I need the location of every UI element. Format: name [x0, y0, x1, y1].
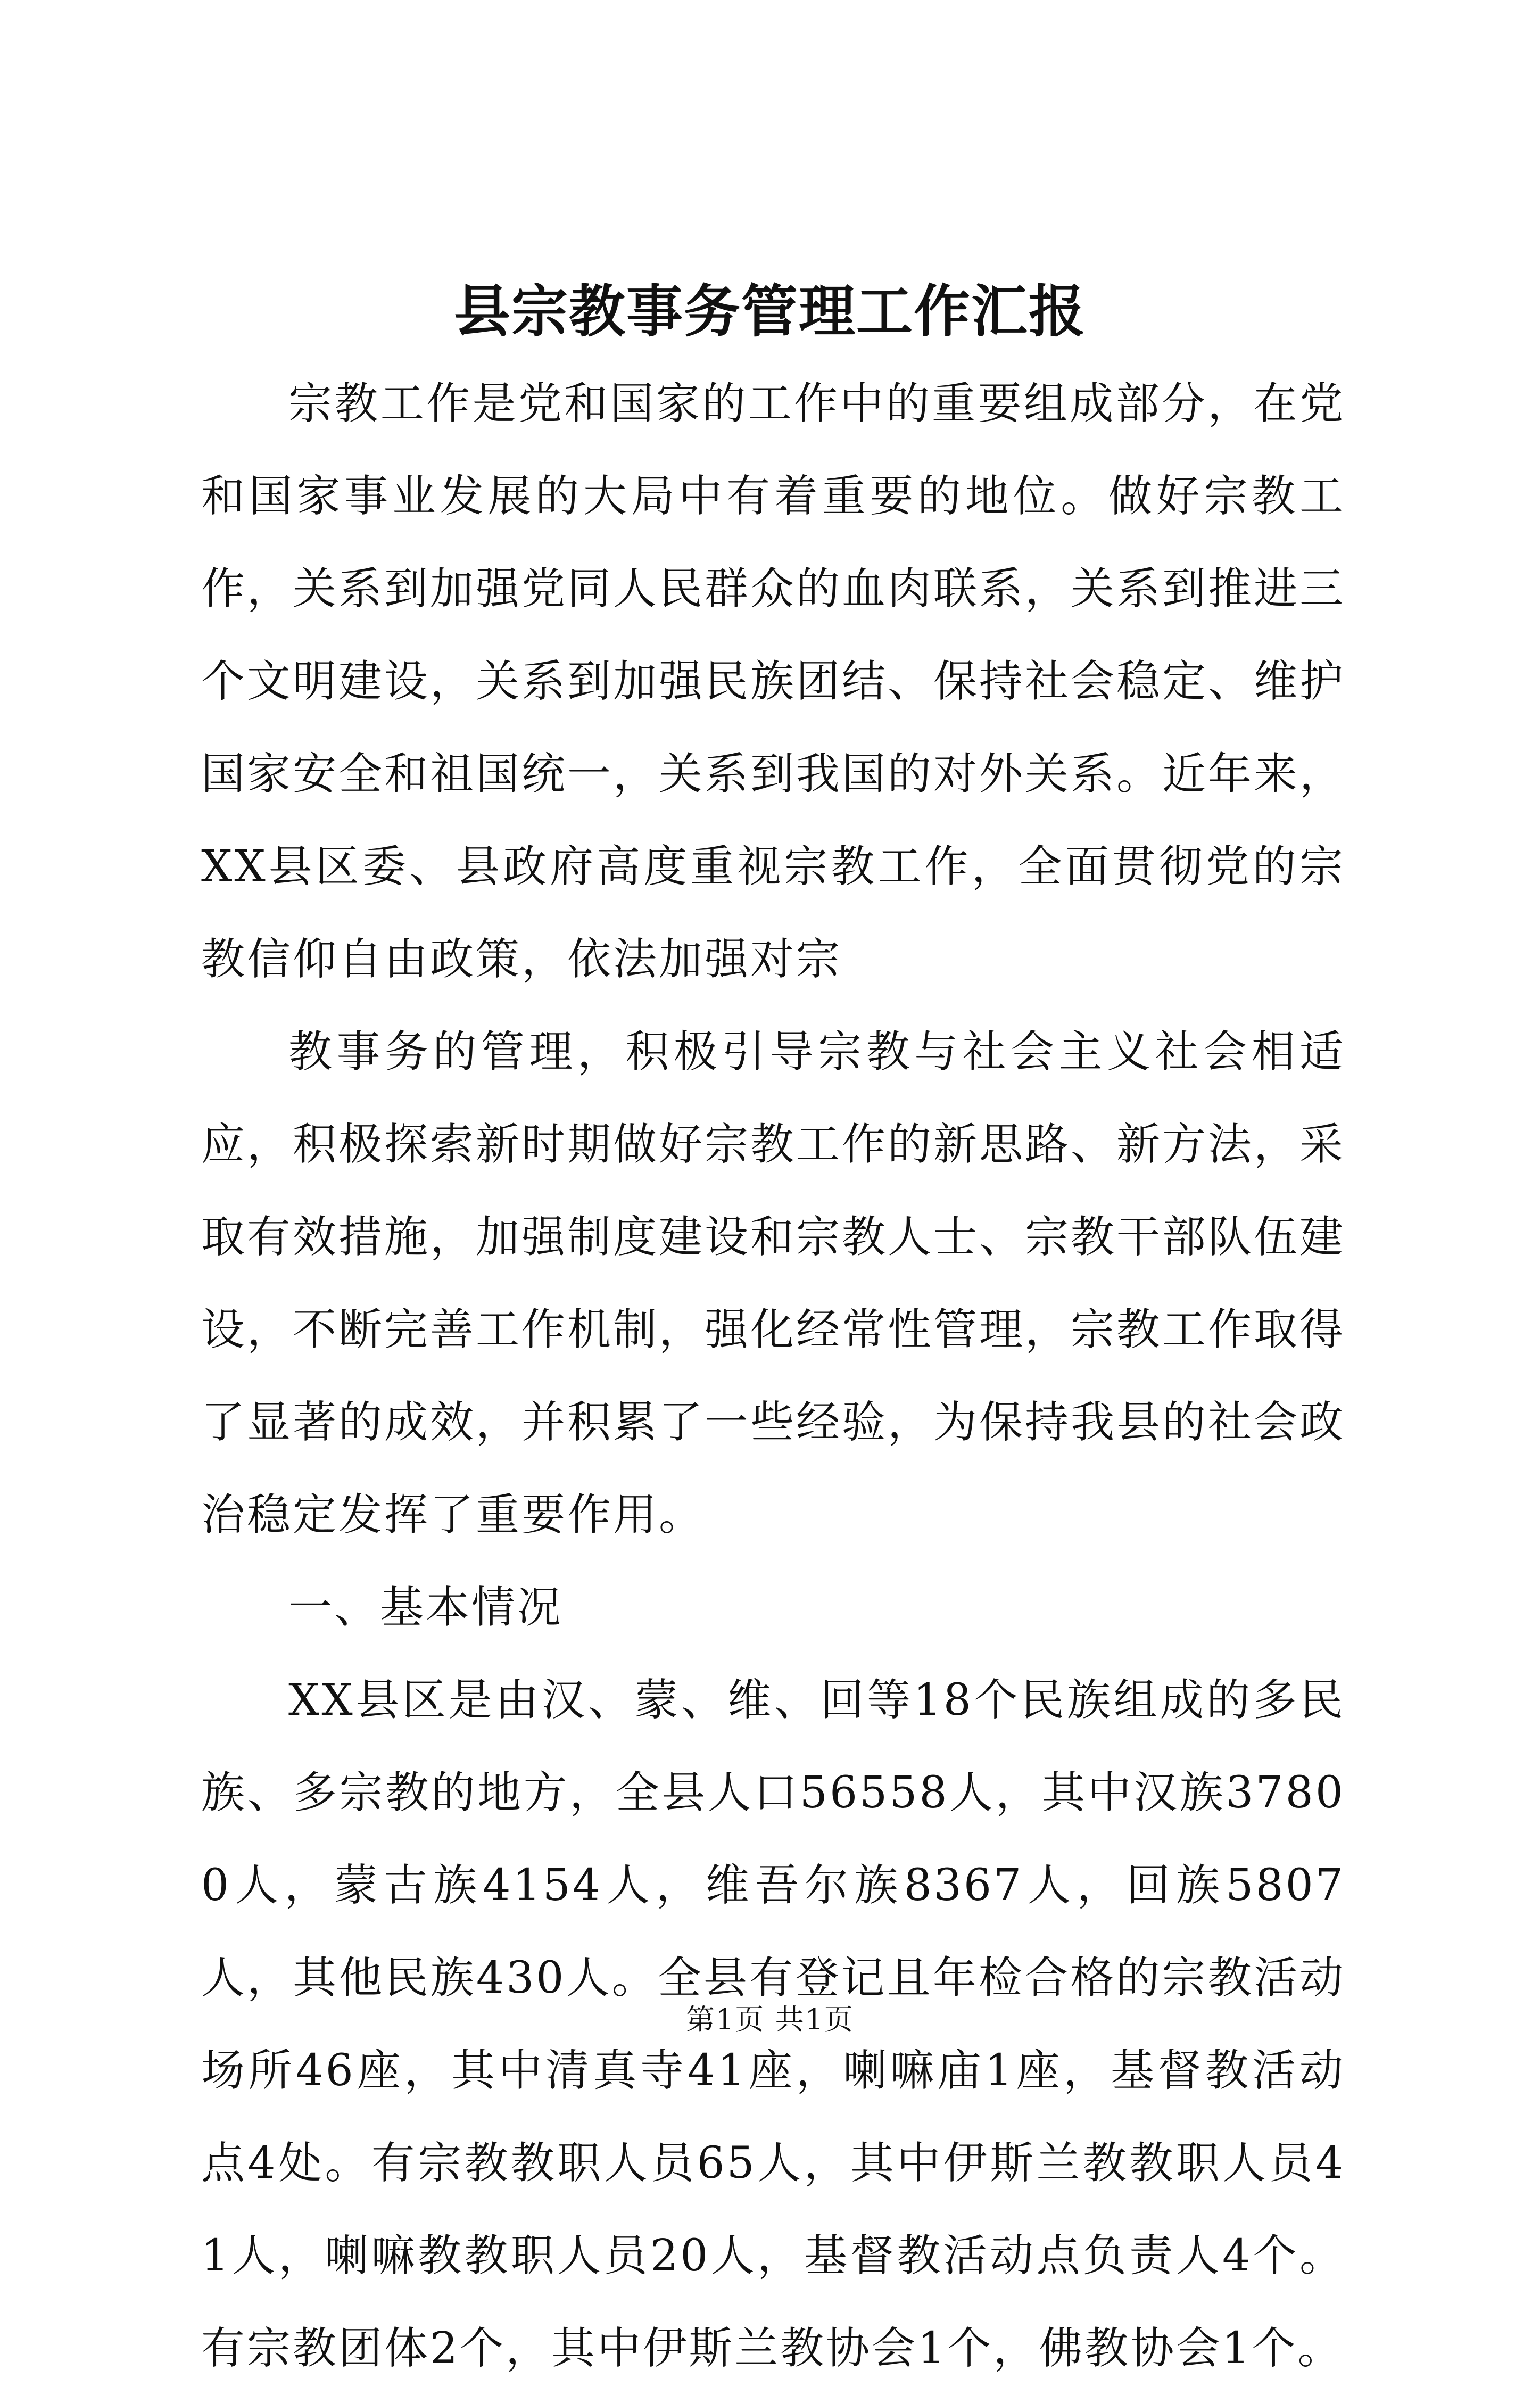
- paragraph-intro: 宗教工作是党和国家的工作中的重要组成部分，在党和国家事业发展的大局中有着重要的地位。做好宗教工作，关系到加强党同人民群众的血肉联系，关系到推进三个文明建设，关系到加强民族团结、保持社会稳定、维护国家安全和祖国统一，关系到我国的对外关系。近年来，XX县区委、县政府高度重视宗教工作，全面贯彻党的宗教信仰自由政策，依法加强对宗: [201, 378, 1346, 985]
- document-body: [201, 358, 1345, 2395]
- paragraph-continuation: 教事务的管理，积极引导宗教与社会主义社会相适应，积极探索新时期做好宗教工作的新思路、新方法，采取有效措施，加强制度建设和宗教人士、宗教干部队伍建设，不断完善工作机制，强化经常性管理，宗教工作取得了显著的成效，并积累了一些经验，为保持我县的社会政治稳定发挥了重要作用。: [201, 1027, 1346, 1540]
- paragraph-basic-situation: XX县区是由汉、蒙、维、回等18个民族组成的多民族、多宗教的地方，全县人口56558人，其中汉族37800人，蒙古族4154人，维吾尔族8367人，回族5807人，其他民族430人。全县有登记且年检合格的宗教活动场所46座，其中清真寺41座，喇嘛庙1座，基督教活动点4处。有宗教教职人员65人，其中伊斯兰教教职人员41人，喇嘛教教职人员20人，基督教活动点负责人4个。有宗教团体2个，其中伊斯兰教协会1个，佛教协会1个。: [201, 1675, 1345, 2374]
- page-footer: 第1页 共1页: [686, 2003, 854, 2036]
- document-title: 县宗教事务管理工作汇报: [454, 278, 1086, 344]
- section-heading-basic-situation: 一、基本情况: [288, 1582, 564, 1633]
